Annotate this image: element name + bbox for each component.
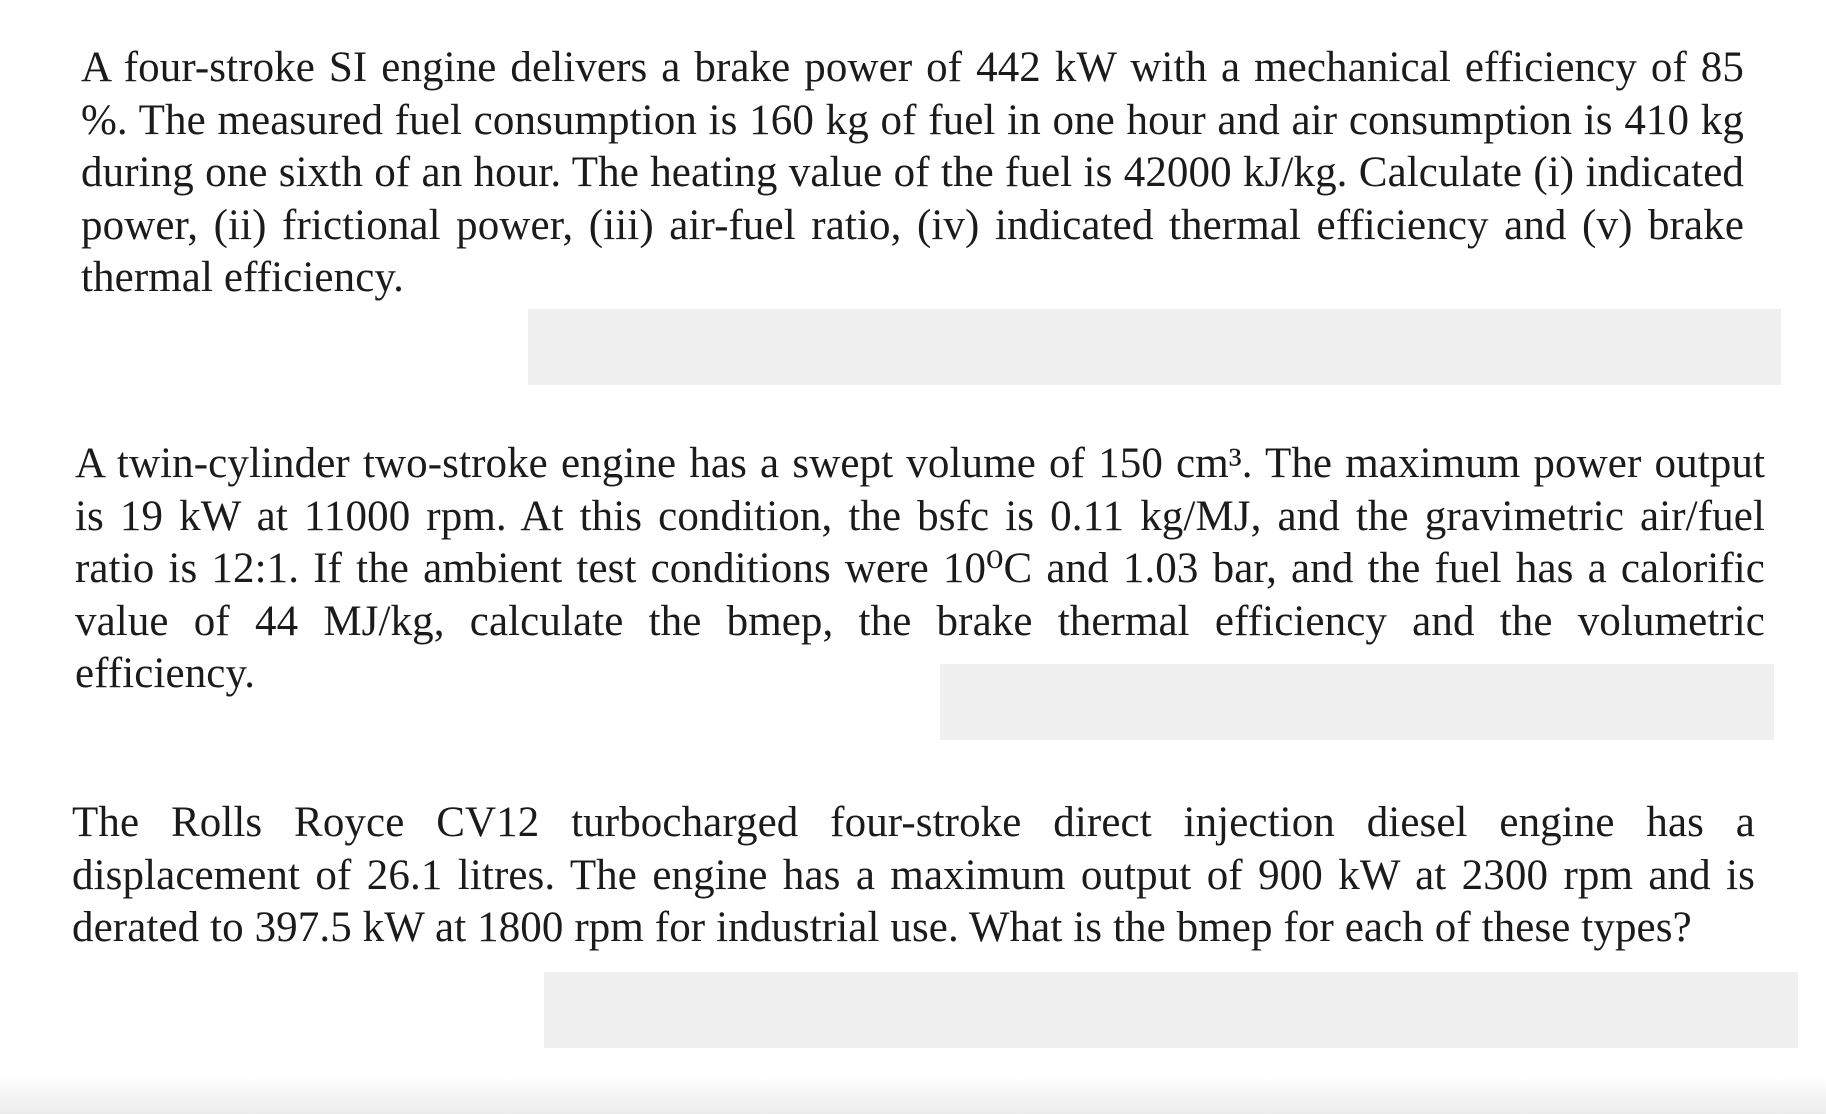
answer-box-3[interactable] xyxy=(544,972,1798,1048)
bottom-shadow xyxy=(0,1076,1826,1114)
problem-3-text: The Rolls Royce CV12 turbocharged four-stroke direct injection diesel engine has a displacement of 26.1 litres. The engine has a maximum output of 900 kW at 2300 rpm and is derated to 397.5 kW at 1800 rpm for industrial use. What is the bmep for each of these types? xyxy=(72,799,1755,951)
problem-1-text: A four-stroke SI engine delivers a brake power of 442 kW with a mechanical efficiency of 85 %. The measured fuel consumption is 160 kg of fuel in one hour and air consumption is 410 kg during one sixth of an hour. The heating value of the fuel is 42000 kJ/kg. Calculate (i) indicated power, (ii) frictional power, (iii) air-fuel ratio, (iv) indicated thermal efficiency and (v) brake thermal efficiency. xyxy=(81,44,1744,301)
problem-2-text: A twin-cylinder two-stroke engine has a swept volume of 150 cm³. The maximum power output is 19 kW at 11000 rpm. At this condition, the bsfc is 0.11 kg/MJ, and the gravimetric air/fuel ratio is 12:1. If the ambient test conditions were 10⁰C and 1.03 bar, and the fuel has a calorific value of 44 MJ/kg, calculate the bmep, the brake thermal efficiency and the volumetric efficiency. xyxy=(75,440,1765,697)
answer-box-2[interactable] xyxy=(940,664,1774,740)
answer-box-1[interactable] xyxy=(528,309,1781,385)
